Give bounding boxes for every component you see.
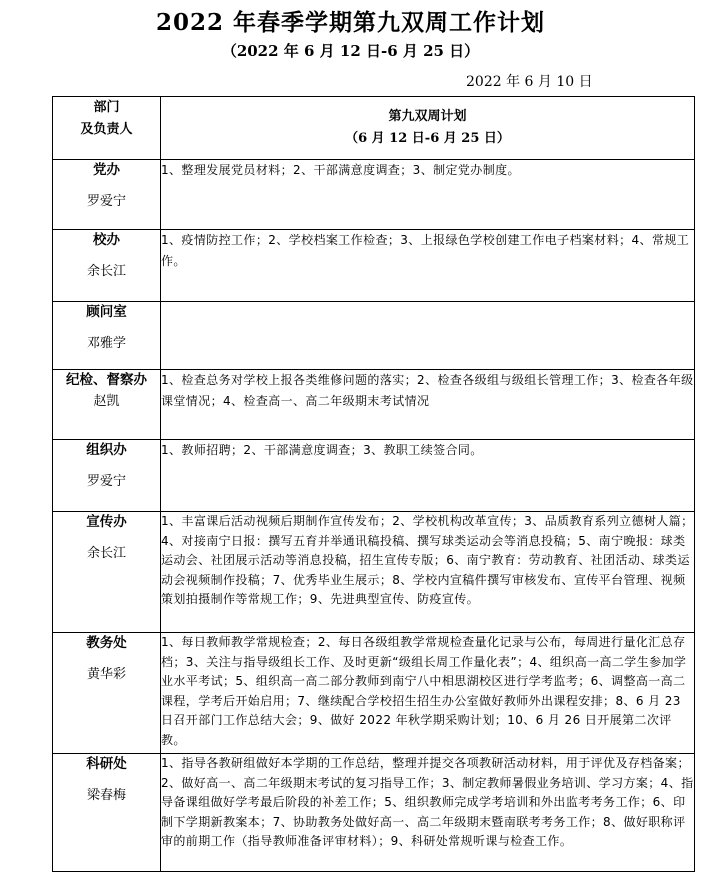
dept-cell	[53, 512, 161, 633]
document-title: 2022 年春季学期第九双周工作计划	[155, 9, 546, 36]
table-row	[53, 160, 695, 230]
dept-person: 罗爱宁	[86, 194, 126, 209]
header-dept-cell	[53, 97, 161, 160]
dept-person: 邓雅学	[86, 336, 126, 351]
plan-content: 1、整理发展党员材料；2、干部满意度调查；3、制定党办制度。	[161, 160, 695, 230]
dept-cell	[53, 440, 161, 512]
table-row	[53, 754, 695, 872]
dept-cell	[53, 633, 161, 754]
table-row	[53, 512, 695, 633]
plan-content: 1、教师招聘；2、干部满意度调查；3、教职工续签合同。	[161, 440, 695, 512]
header-plan-cell	[161, 97, 695, 160]
plan-table	[52, 96, 695, 872]
header-dept-sublabel: 及负责人	[80, 122, 133, 137]
dept-cell	[53, 230, 161, 302]
table-row	[53, 302, 695, 370]
dept-person: 余长江	[86, 546, 126, 561]
plan-content: 1、检查总务对学校上报各类维修问题的落实；2、检查各级组与级组长管理工作；3、检查各年级课堂情况；4、检查高一、高二年级期末考试情况	[161, 370, 695, 440]
dept-person: 余长江	[86, 264, 126, 279]
header-plan-sublabel: （6 月 12 日-6 月 25 日）	[345, 131, 510, 146]
plan-content: 1、每日教师教学常规检查；2、每日各级组教学常规检查量化记录与公布，每周进行量化汇总存档；3、关注与指导级组长工作、及时更新“级组长周工作量化表”；4、组织高一高二学生参加学业水平考试；5、组织高一高二部分教师到南宁八中相思湖校区进行学考监考；6、调整高一高二课程，学考后开始启用；7、继续配合学校招生招生办公室做好教师外出课程安排；8、6 月 23 日召开部门工作总结大会；9、做好 2022 年秋学期采购计划；10、6 月 26 日开展第二次评教。	[161, 633, 695, 754]
plan-content: 1、指导各教研组做好本学期的工作总结，整理并提交各项教研活动材料，用于评优及存档备案；2、做好高一、高二年级期末考试的复习指导工作；3、制定教师暑假业务培训、学习方案；4、指导备课组做好学考最后阶段的补差工作；5、组织教师完成学考培训和外出监考考务工作；6、印制下学期新教案本；7、协助教务处做好高一、高二年级期末暨南联考考务工作；8、做好职称评审的前期工作（指导教师准备评审材料）；9、科研处常规听课与检查工作。	[161, 754, 695, 872]
dept-cell	[53, 370, 161, 440]
dept-name: 校办	[93, 232, 120, 248]
dept-name: 科研处	[86, 756, 127, 772]
dept-person: 罗爱宁	[86, 474, 126, 489]
header-plan-label: 第九双周计划	[388, 109, 467, 124]
table-header-row	[53, 97, 695, 160]
dept-name: 顾问室	[86, 304, 127, 320]
dept-name: 纪检、督察办	[66, 372, 147, 388]
table-row	[53, 633, 695, 754]
table-row	[53, 370, 695, 440]
dept-cell	[53, 302, 161, 370]
dept-person: 赵凯	[93, 394, 120, 409]
dept-person: 黄华彩	[86, 667, 126, 682]
plan-content: 1、丰富课后活动视频后期制作宣传发布；2、学校机构改革宣传；3、品质教育系列立德树人篇；4、对接南宁日报：撰写五育并举通讯稿投稿、撰写球类运动会等消息投稿；5、南宁晚报：球类运动会、社团展示活动等消息投稿，招生宣传专版；6、南宁教育：劳动教育、社团活动、球类运动会视频制作投稿；7、优秀毕业生展示；8、学校内宣稿件撰写审核发布、宣传平台管理、视频策划拍摄制作等常规工作；9、先进典型宣传、防疫宣传。	[161, 512, 695, 633]
dept-name: 组织办	[86, 442, 127, 458]
dept-cell	[53, 754, 161, 872]
plan-content	[161, 302, 695, 370]
dept-person: 梁春梅	[86, 788, 126, 803]
table-row	[53, 440, 695, 512]
plan-content: 1、疫情防控工作；2、学校档案工作检查；3、上报绿色学校创建工作电子档案材料；4、常规工作。	[161, 230, 695, 302]
document-subtitle: （2022 年 6 月 12 日-6 月 25 日）	[221, 42, 480, 60]
header-dept-label: 部门	[93, 100, 120, 115]
dept-name: 党办	[93, 162, 120, 178]
table-row	[53, 230, 695, 302]
dept-name: 教务处	[86, 635, 127, 651]
document-date: 2022 年 6 月 10 日	[466, 74, 593, 90]
dept-name: 宣传办	[86, 514, 127, 530]
dept-cell	[53, 160, 161, 230]
